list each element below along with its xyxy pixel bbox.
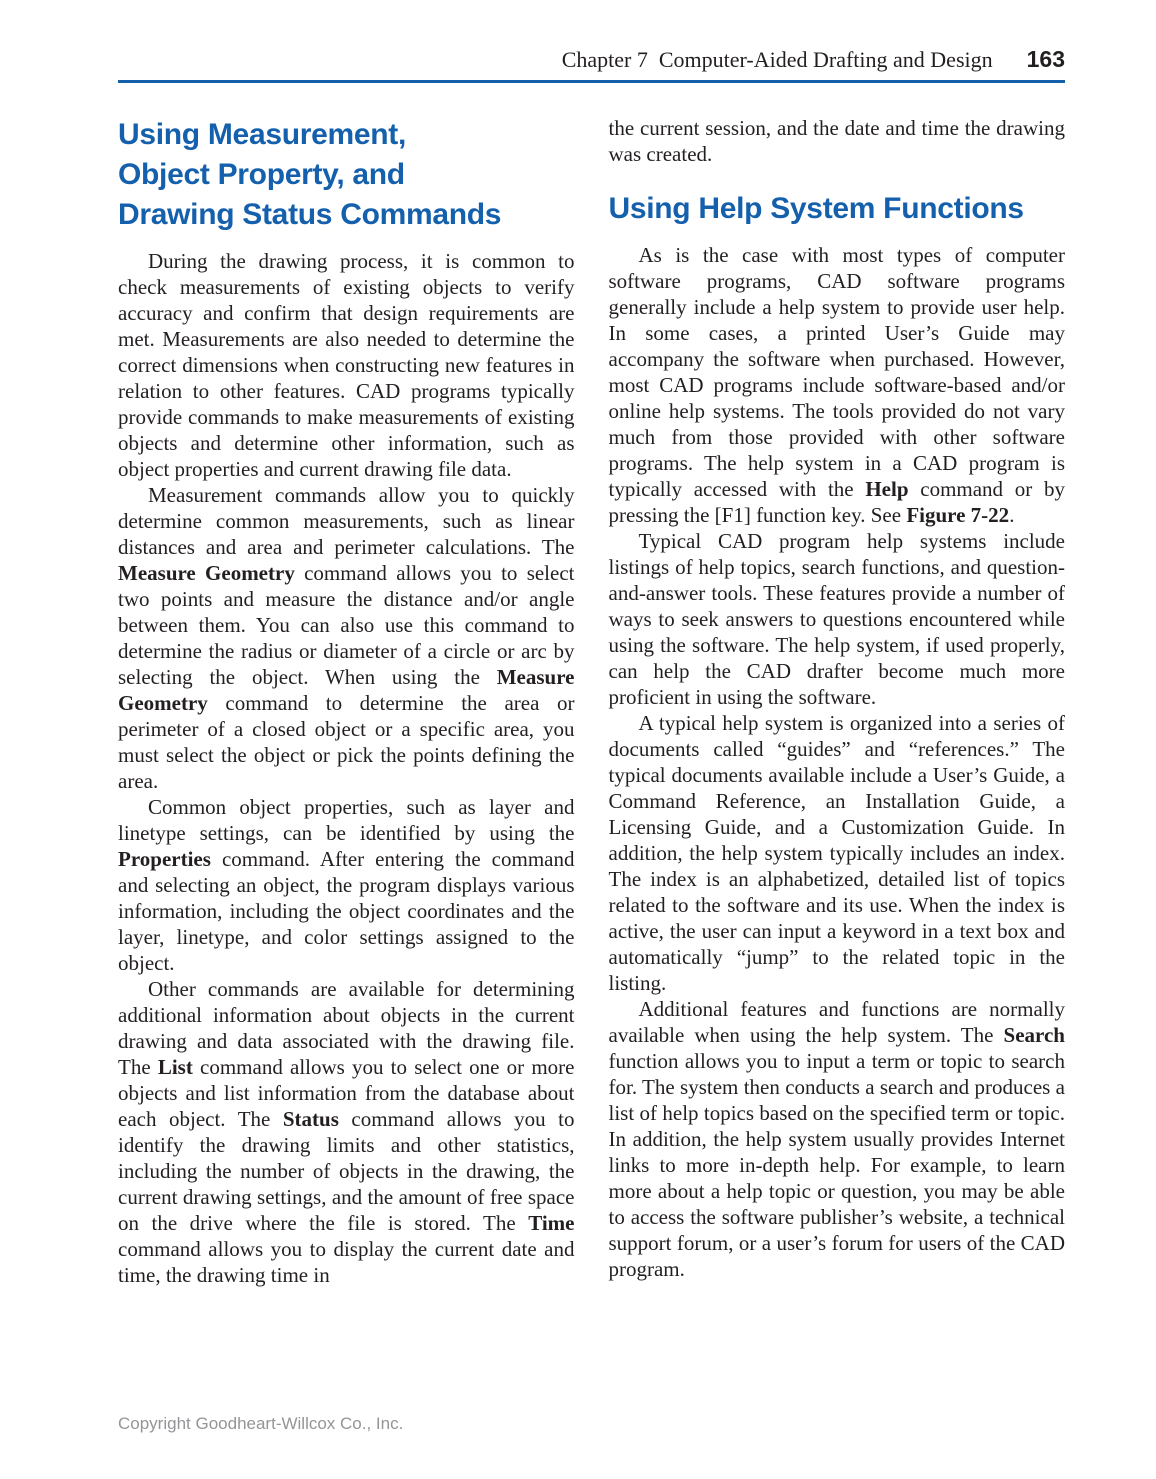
page-content [118, 46, 1065, 1288]
body-paragraph: Measurement commands allow you to quickly determine common measurements, such as linear distances and area and perimeter calculations. The Measure Geometry command allows you to select two points and measure the distance and/or angle between them. You can also use this command to determine the radius or diameter of a circle or arc by selecting the object. When using the Measure Geometry command to determine the area or perimeter of a closed object or a specific area, you must select the object or pick the points defining the area. [118, 483, 575, 793]
body-paragraph: Typical CAD program help systems include listings of help topics, search functions, and question-and-answer tools. These features provide a number of ways to seek answers to questions encountered while using the software. The help system, if used properly, can help the CAD drafter become much more proficient in using the software. [608, 529, 1065, 709]
page-number: 163 [1026, 46, 1065, 72]
right-column [609, 115, 1066, 1288]
running-head [118, 46, 1065, 73]
two-column-layout [118, 115, 1065, 1288]
heading-line: Using Measurement, [118, 118, 407, 151]
body-paragraph: During the drawing process, it is common to check measurements of existing objects to verify accuracy and confirm that design requirements are met. Measurements are also needed to determine the correct dimensions when constructing new features in relation to other features. CAD programs typically provide commands to make measurements of existing objects and determine other information, such as object properties and current drawing file data. [118, 249, 575, 481]
body-paragraph: A typical help system is organized into a series of documents called “guides” and “references.” The typical documents available include a User’s Guide, a Command Reference, an Installation Guide, a Licensing Guide, and a Customization Guide. In addition, the help system typically includes an index. The index is an alphabetized, detailed list of topics related to the software and its use. When the index is active, the user can input a keyword in a text box and automatically “jump” to the related topic in the listing. [608, 711, 1065, 995]
body-paragraph: Other commands are available for determining additional information about objects in the current drawing and data associated with the drawing file. The List command allows you to select one or more objects and list information from the database about each object. The Status command allows you to identify the drawing limits and other statistics, including the number of objects in the drawing, the current drawing settings, and the amount of free space on the drive where the file is stored. The Time command allows you to display the current date and time, the drawing time in [118, 977, 575, 1287]
copyright-line: Copyright Goodheart-Willcox Co., Inc. [118, 1414, 404, 1433]
body-paragraph: Common object properties, such as layer and linetype settings, can be identified by using the Properties command. After entering the command and selecting an object, the program displays various information, including the object coordinates and the layer, linetype, and color settings assigned to the object. [118, 795, 575, 975]
left-column [118, 115, 575, 1288]
body-paragraph: As is the case with most types of computer software programs, CAD software programs generally include a help system to provide user help. In some cases, a printed User’s Guide may accompany the software when purchased. However, most CAD programs include software-based and/or online help systems. The tools provided do not vary much from those provided with other software programs. The help system in a CAD program is typically accessed with the Help command or by pressing the [F1] function key. See Figure 7-22. [608, 243, 1066, 527]
body-paragraph: Additional features and functions are normally available when using the help system. The Search function allows you to input a term or topic to search for. The system then conducts a search and produces a list of help topics based on the specified term or topic. In addition, the help system usually provides Internet links to more in-depth help. For example, to learn more about a help topic or question, you may be able to access the software publisher’s website, a technical support forum, or a user’s forum for users of the CAD program. [608, 997, 1065, 1281]
section-heading-help-system: Using Help System Functions [608, 192, 1024, 225]
section-heading-measurement-commands [118, 115, 575, 235]
chapter-title: Chapter 7 Computer-Aided Drafting and Design [561, 47, 993, 72]
continuation-paragraph: the current session, and the date and time the drawing was created. [608, 116, 1065, 166]
heading-line: Object Property, and [118, 158, 405, 191]
heading-line: Drawing Status Commands [118, 198, 502, 231]
header-rule [118, 80, 1065, 83]
